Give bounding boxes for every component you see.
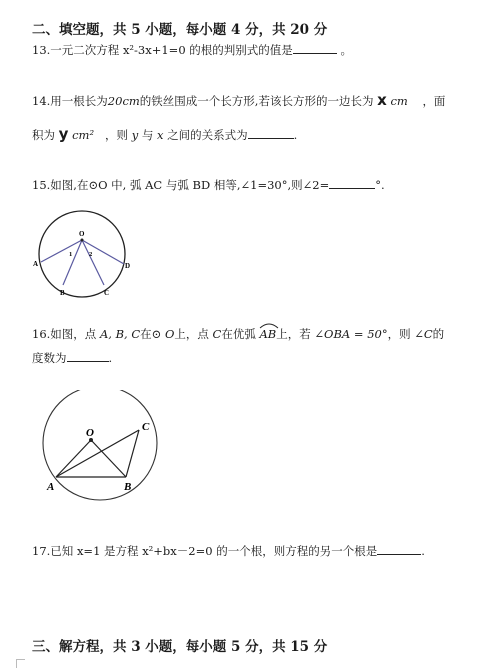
q16-figure — [36, 390, 166, 505]
q16-segment-ac — [56, 430, 139, 477]
q16-point-c: C — [212, 327, 222, 341]
q16-line2-text: 度数为 — [32, 351, 67, 365]
q15-text: 15.如图,在⊙O 中, 弧 AC 与弧 BD 相等,∠1=30°,则∠2= — [32, 178, 330, 192]
q15-label-o: O — [79, 230, 85, 238]
q15-segment-oa — [41, 240, 82, 262]
q16-major-arc: 在优弧 — [221, 327, 256, 341]
question-14-line-2 — [32, 125, 297, 143]
q16-circle — [43, 390, 157, 500]
q15-label-angle-1: 1 — [69, 251, 73, 258]
question-13 — [32, 42, 352, 58]
q15-label-a: A — [33, 260, 39, 268]
q16-answer-blank — [67, 350, 109, 362]
q15-answer-blank — [329, 177, 375, 189]
question-17 — [32, 543, 425, 559]
q14-prefix: 14.用一根长为 — [32, 94, 108, 108]
q16-arc-ab — [260, 327, 277, 341]
q14-y-small: y — [131, 128, 139, 142]
q13-text: 13.一元二次方程 x²-3x+1=0 的根的判别式的值是 — [32, 43, 293, 57]
q14-line2-end: 之间的关系式为 — [167, 128, 248, 142]
q16-segment-oa — [56, 440, 91, 477]
q15-center-dot — [81, 239, 84, 242]
q16-on-circle: 在⊙ — [140, 327, 162, 341]
q16-segment-bc — [126, 430, 139, 477]
q16-then: ，则 — [387, 327, 411, 341]
q16-label-c: C — [142, 421, 150, 433]
q16-points: A, B, C — [99, 327, 141, 341]
question-14-line-1 — [32, 91, 445, 109]
q14-var-x: x — [377, 91, 387, 109]
q13-end: 。 — [340, 43, 352, 57]
q14-then: ，则 — [105, 128, 129, 142]
q14-x-small: x — [157, 128, 164, 142]
question-15 — [32, 177, 385, 193]
q16-label-a: A — [47, 481, 55, 493]
section-2-heading: 二、填空题，共 5 小题，每小题 4 分，共 20 分 — [32, 22, 328, 38]
question-16-line-2 — [32, 350, 112, 366]
q16-segment-ob — [91, 440, 126, 477]
q15-segment-ob — [63, 240, 82, 285]
q16-angle-oba: ∠OBA = 50° — [314, 327, 388, 341]
q17-period: . — [421, 544, 425, 558]
q15-label-angle-2: 2 — [89, 251, 93, 258]
q14-with: 与 — [141, 128, 154, 142]
q16-on2: 上，点 — [174, 327, 209, 341]
q14-unit-x: cm — [390, 94, 408, 108]
q16-arc-ab-text: AB — [259, 327, 277, 341]
q15-circle — [39, 211, 125, 297]
q16-circle-o: O — [164, 327, 175, 341]
section-3-heading: 三、解方程，共 3 小题，每小题 5 分，共 15 分 — [32, 639, 328, 655]
q14-line2-prefix: 积为 — [32, 128, 55, 142]
q16-label-o: O — [86, 427, 94, 439]
q16-arc-symbol — [259, 322, 279, 329]
q17-text: 17.已知 x=1 是方程 x²+bx－2=0 的一个根，则方程的另一个根是 — [32, 544, 378, 558]
q17-answer-blank — [377, 543, 421, 555]
q14-length-value: 20 — [107, 94, 123, 108]
q15-label-c: C — [104, 289, 110, 297]
question-16-line-1 — [32, 326, 444, 342]
q16-on3: 上，若 — [276, 327, 311, 341]
q16-de: 的 — [432, 327, 445, 341]
q14-mid: 的铁丝围成一个长方形,若该长方形的一边长为 — [139, 94, 374, 108]
q16-period: . — [108, 351, 113, 365]
q14-line1-end: ，面 — [422, 94, 446, 108]
q14-period: . — [293, 128, 298, 142]
q16-angle-c: ∠C — [414, 327, 433, 341]
q15-figure — [28, 206, 134, 302]
q16-prefix: 16.如图，点 — [32, 327, 97, 341]
q14-var-y: y — [58, 125, 69, 143]
q14-length-unit: cm — [122, 94, 140, 108]
q14-answer-blank — [248, 127, 294, 139]
q14-unit-y: cm² — [72, 128, 95, 142]
q15-end: °. — [375, 178, 385, 192]
q15-label-b: B — [60, 289, 65, 297]
q15-label-d: D — [125, 262, 131, 270]
q16-label-b: B — [124, 481, 132, 493]
q13-answer-blank — [293, 42, 337, 54]
